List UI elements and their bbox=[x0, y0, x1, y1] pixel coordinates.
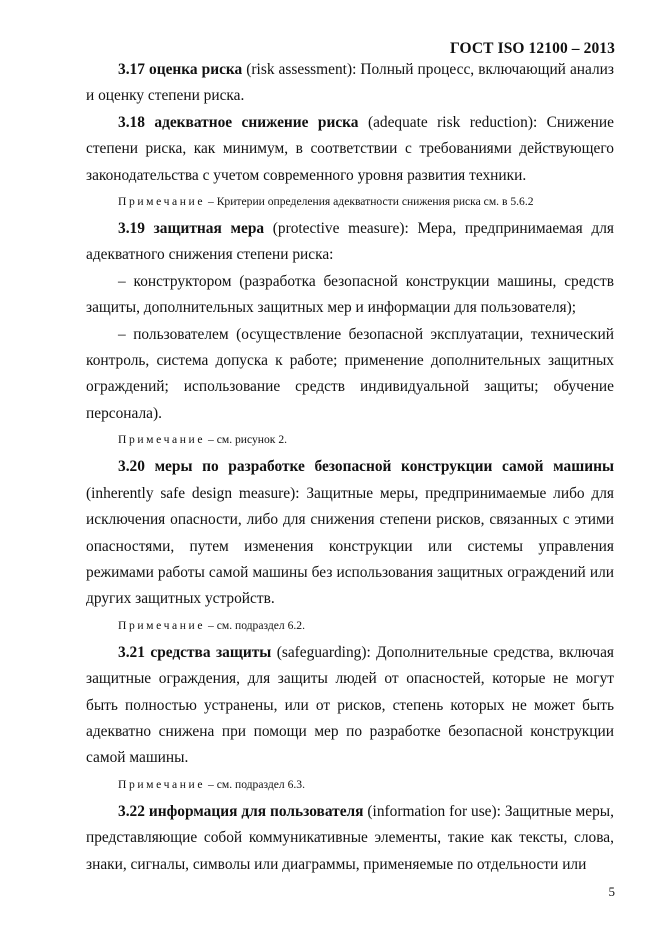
term-english: (protective measure) bbox=[272, 220, 405, 238]
note-label: Примечание bbox=[118, 777, 206, 791]
term-title: информация для пользователя bbox=[148, 802, 364, 820]
clause-3-17 bbox=[86, 57, 614, 110]
term-title: меры по разработке безопасной конструкции самой машины bbox=[154, 458, 614, 476]
note-3-21 bbox=[86, 774, 614, 796]
note-label: Примечание bbox=[118, 618, 206, 632]
clause-number: 3.21 bbox=[118, 643, 145, 661]
term-english: (risk assessment) bbox=[246, 61, 353, 78]
clause-number: 3.22 bbox=[118, 802, 145, 820]
standard-header: ГОСТ ISO 12100 – 2013 bbox=[449, 40, 615, 57]
clause-3-21 bbox=[86, 640, 614, 772]
clause-3-20 bbox=[86, 454, 614, 612]
note-text: – см. подраздел 6.3. bbox=[208, 777, 305, 791]
term-english: (inherently safe design measure) bbox=[86, 484, 296, 502]
term-english: (adequate risk reduction) bbox=[367, 113, 533, 131]
term-definition: : Мера, предпринимаемая для адекватного снижения степени риска: bbox=[86, 220, 614, 264]
note-text: – см. подраздел 6.2. bbox=[208, 618, 305, 632]
term-definition: : Полный процесс, включающий анализ и оценку степени риска. bbox=[86, 61, 614, 105]
term-english: (information for use) bbox=[367, 802, 497, 820]
clause-number: 3.17 bbox=[118, 61, 145, 78]
term-title: адекватное снижение риска bbox=[154, 113, 359, 131]
clause-3-18 bbox=[86, 110, 614, 189]
term-definition: : Снижение степени риска, как минимум, в соответствии с требованиями действующего законодательства с учетом современного уровня развития техники. bbox=[86, 113, 614, 184]
note-label: Примечание bbox=[118, 195, 206, 209]
note-text: – см. рисунок 2. bbox=[208, 433, 288, 447]
clause-3-19 bbox=[86, 216, 614, 269]
term-definition: : Дополнительные средства, включая защитные ограждения, для защиты людей от опасностей, которые не могут быть полностью устранены, или от рисков, степень которых не может быть адекватно снижена при помощи мер по разработке безопасной конструкции самой машины. bbox=[86, 643, 614, 767]
note-3-20 bbox=[86, 615, 614, 637]
document-body bbox=[86, 57, 614, 878]
note-3-18 bbox=[86, 191, 614, 213]
clause-number: 3.18 bbox=[118, 113, 145, 131]
list-item-designer: – конструктором (разработка безопасной конструкции машины, средств защиты, дополнительных защитных мер и информации для пользователя); bbox=[86, 272, 614, 317]
note-dash: – bbox=[205, 195, 217, 209]
clause-3-22 bbox=[86, 799, 614, 878]
clause-number: 3.20 bbox=[118, 458, 145, 476]
term-definition: : Защитные меры, предпринимаемые либо для исключения опасности, либо для снижения степени рисков, связанных с этими опасностями, путем изменения конструкции или системы управления режимами работы самой машины без использования защитных ограждений или других защитных устройств. bbox=[86, 484, 614, 608]
note-label: Примечание bbox=[118, 433, 206, 447]
term-title: оценка риска bbox=[149, 61, 243, 78]
note-text: Критерии определения адекватности снижения риска см. в 5.6.2 bbox=[216, 195, 534, 209]
page-number: 5 bbox=[608, 884, 615, 899]
note-3-19 bbox=[86, 429, 614, 451]
term-definition: : Защитные меры, представляющие собой коммуникативные элементы, такие как тексты, слова, знаки, сигналы, символы или диаграммы, применяемые по отдельности или bbox=[86, 802, 614, 873]
list-item-user: – пользователем (осуществление безопасной эксплуатации, технический контроль, система допуска к работе; применение дополнительных защитных ограждений; использование средств индивидуальной защиты; обучение персонала). bbox=[86, 325, 614, 422]
term-english: (safeguarding) bbox=[276, 643, 367, 661]
term-title: защитная мера bbox=[153, 220, 265, 238]
clause-number: 3.19 bbox=[118, 220, 145, 238]
term-title: средства защиты bbox=[150, 643, 272, 661]
